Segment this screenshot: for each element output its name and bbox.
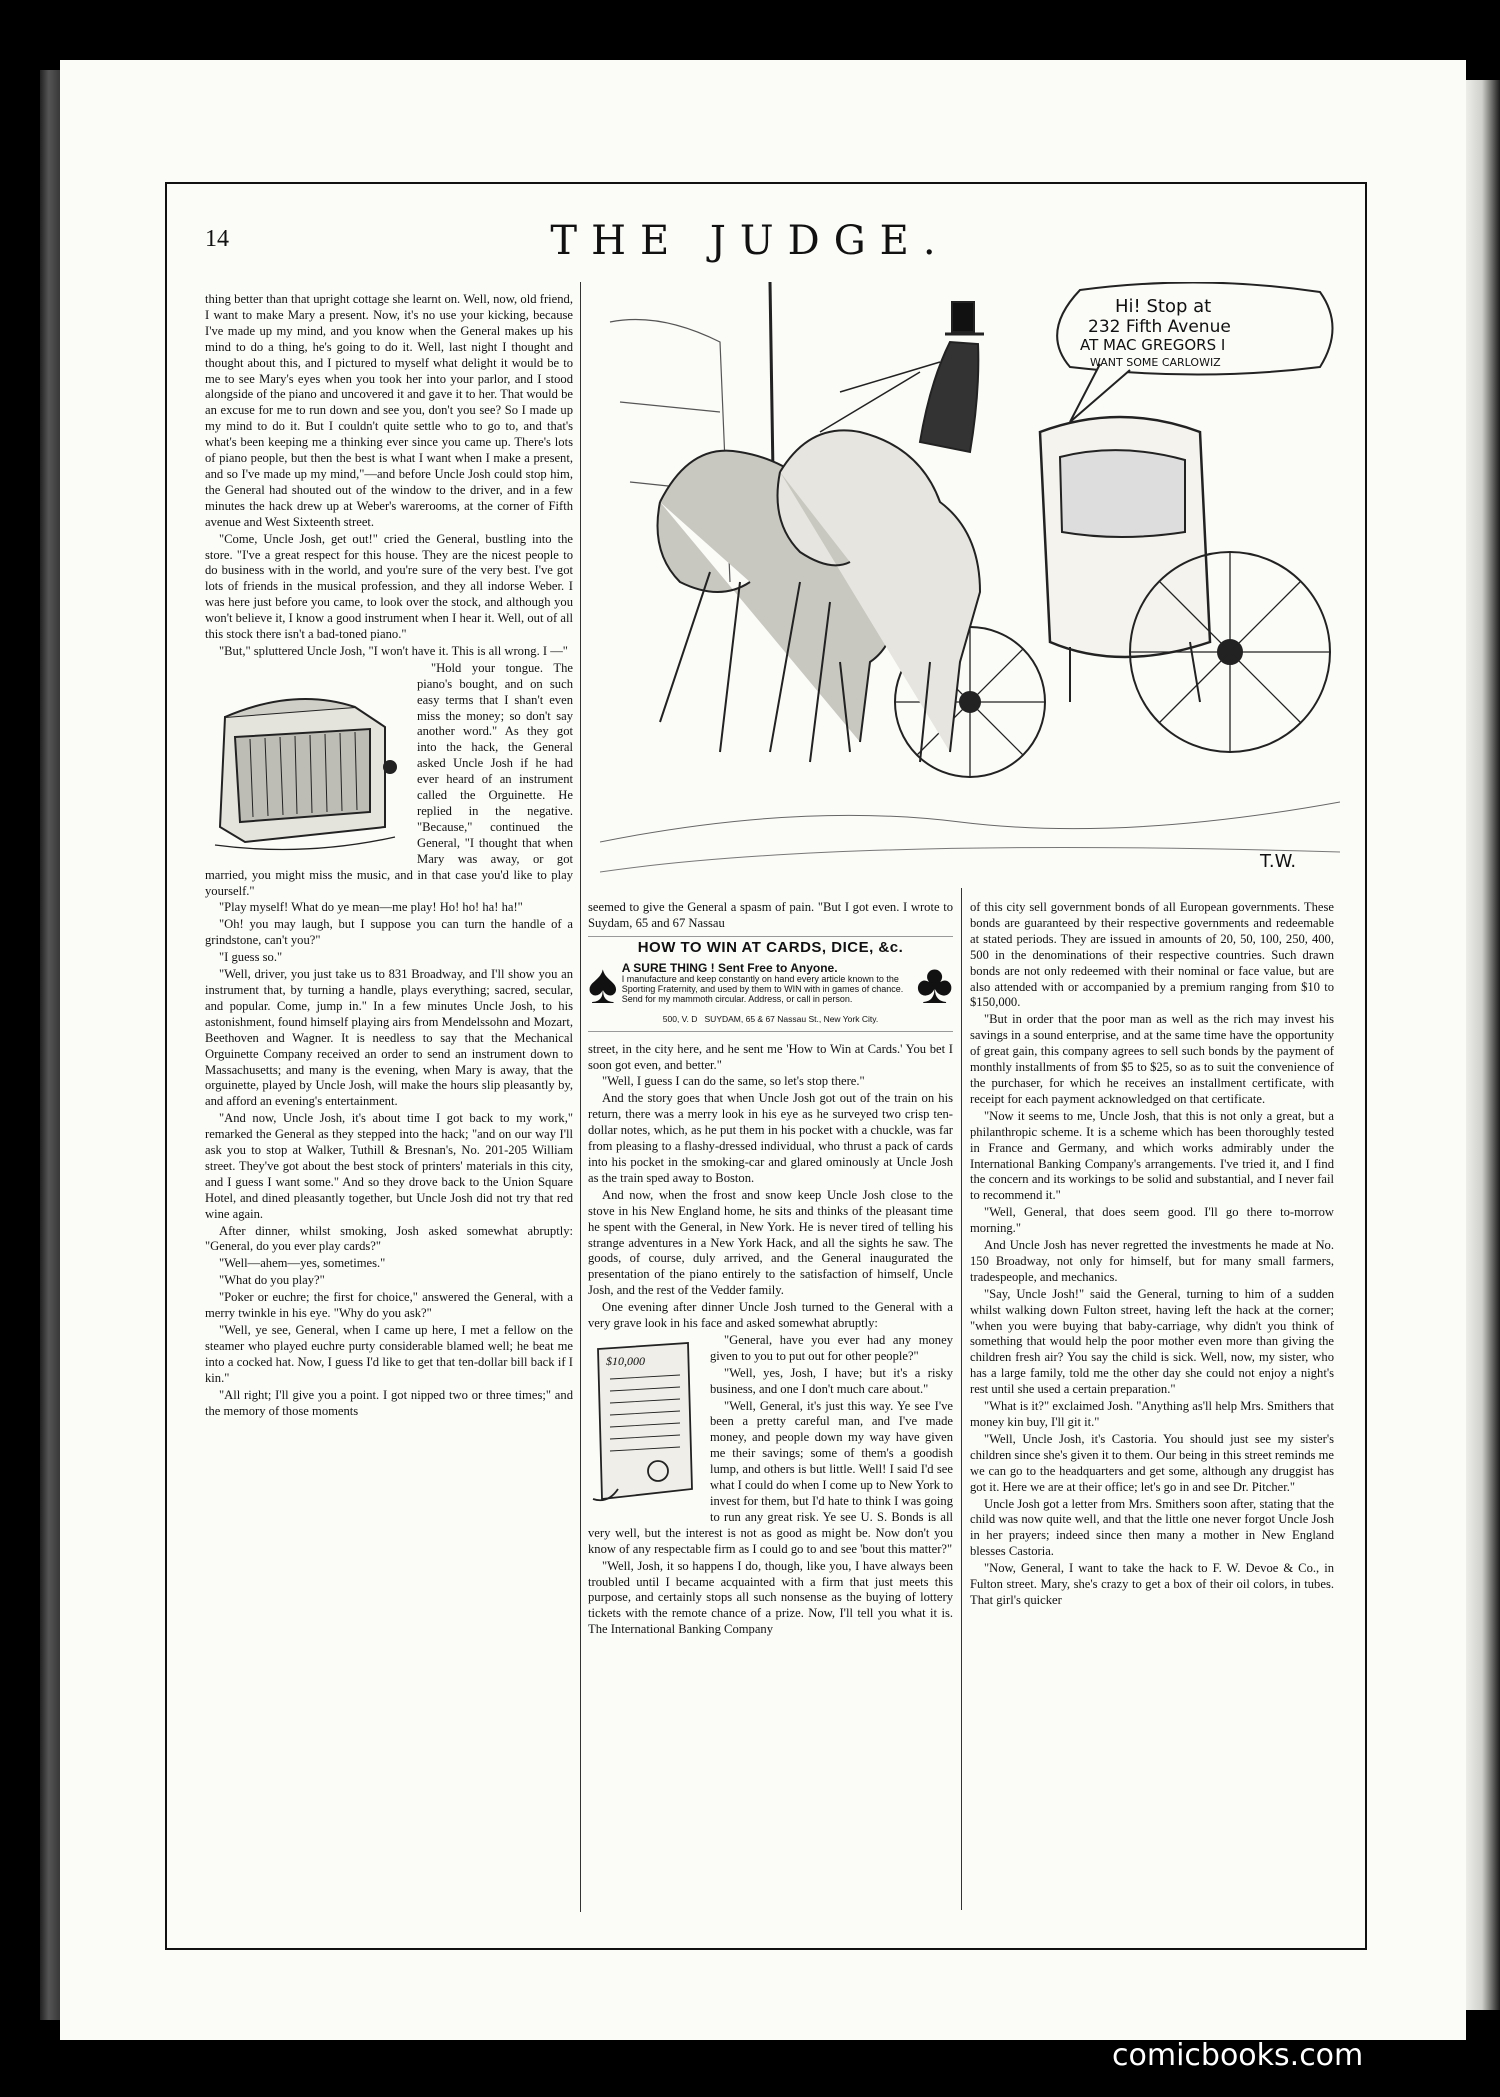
speech-line-2: 232 Fifth Avenue <box>1088 317 1231 337</box>
paragraph: "Well, yes, Josh, I have; but it's a risky business, and one I don't much care about." <box>710 1365 953 1396</box>
speech-line-4: WANT SOME CARLOWIZ <box>1090 356 1221 369</box>
paragraph: street, in the city here, and he sent me 'How to Win at Cards.' You bet I soon got even, and better." <box>588 1041 953 1072</box>
paragraph: "But in order that the poor man as well as the rich may invest his savings in a sound enterprise, and at the same time have the opportunity of great gain, this company agrees to sell such bonds by the payment of monthly installments of from $5 to $25, so as to suit the convenience of the purchaser, for which he receives an installment certificate, with receipt for each payment acknowledged on that certificate. <box>970 1012 1334 1106</box>
paragraph: And the story goes that when Uncle Josh got out of the train on his return, there was a merry look in his eye as he surveyed two crisp ten-dollar notes, which, as he put them in his pocket with a chuckle, was far from pleasing to a flashy-dressed individual, who thrust a pack of cards into his pocket in the smoking-car and glared ominously at Uncle Josh as the train sped away to Boston. <box>588 1091 953 1185</box>
paragraph: "What do you play?" <box>219 1273 325 1288</box>
paragraph: "But," spluttered Uncle Josh, "I won't have it. This is all wrong. I —" <box>219 643 568 658</box>
paragraph: "Play myself! What do ye mean—me play! Ho! ho! ha! ha!" <box>219 900 523 915</box>
artist-signature: T.W. <box>1260 851 1297 872</box>
paragraph: "Poker or euchre; the first for choice," answered the General, with a merry twinkle in his eye. "Why do you ask?" <box>205 1290 573 1321</box>
paragraph: "Well, ye see, General, when I came up here, I met a fellow on the steamer who played euchre purty considerable blamed well; he beat me into a cocked hat. Now, I guess I'd like to get that ten-dollar bill back if I kin." <box>205 1323 573 1385</box>
paragraph: "Come, Uncle Josh, get out!" cried the General, bustling into the store. "I've a great respect for this house. They are the nicest people to do business with in the world, and you're sure of the very best. I've got lots of friends in the musical profession, and they all indorse Weber. I was here just before you came, to look over the stock, and although you won't believe it, I know a good instrument when I hear it. Well, out of all this stock there isn't a bad-toned piano." <box>205 531 573 642</box>
carriage-illustration <box>600 282 1340 880</box>
article-column-2 <box>588 900 953 1639</box>
column-rule <box>961 888 962 1910</box>
page-number: 14 <box>205 226 229 252</box>
paragraph: "Well, General, it's just this way. Ye see I've been a pretty careful man, and I've made money, and people down my way have given me their savings; some of them's a goodish lump, and others is but little. Well! I said I'd see what I could do when I come up to New York to invest for them, but I'd hate to think I was going to run any great risk. Ye see U. S. Bonds is all very well, but the interest is not as good as might be. Now don't you know of any respectable firm as I could go to and see 'bout this matter?" <box>588 1398 953 1556</box>
spade-icon: ♠ <box>588 951 618 1015</box>
paragraph: "Well, driver, you just take us to 831 Broadway, and I'll show you an instrument that, by turning a handle, plays everything; sacred, secular, and popular. Come, jump in." In a few minutes Uncle Josh, to his astonishment, found himself playing airs from Mendelssohn and Mozart, Beethoven and Wagner. It is needless to say that the Mechanical Orguinette Company received an order to send an instrument down to Massachusetts; and many is the evening, when Mary is away, that the orguinette, played by Uncle Josh, will make the hours slip pleasantly by, and afford an evening's entertainment. <box>205 967 573 1109</box>
paragraph: of this city sell government bonds of all European governments. These bonds are guaranteed by their respective governments and redeemable at stated periods. They are issued in amounts of 20, 50, 100, 250, 400, 500 in the denominations of their respective countries. Such drawn bonds are not only redeemed with their nominal or face value, but are also attended with or accompanied by a premium ranging from $10 to $150,000. <box>970 900 1334 1010</box>
ad-headline: HOW TO WIN AT CARDS, DICE, &c. <box>637 938 904 956</box>
speech-line-3: AT MAC GREGORS I <box>1080 336 1226 354</box>
paragraph: "All right; I'll give you a point. I got nipped two or three times;" and the memory of those moments <box>205 1387 573 1418</box>
ad-sure-thing: A SURE THING ! Sent Free to Anyone. <box>621 961 838 976</box>
paragraph: "Oh! you may laugh, but I suppose you can turn the handle of a grindstone, can't you?" <box>205 917 573 948</box>
paragraph: "General, have you ever had any money given to you to put out for other people?" <box>710 1332 953 1363</box>
book-spine-left <box>40 70 62 2020</box>
paragraph: "What is it?" exclaimed Josh. "Anything as'll help Mrs. Smithers that money kin buy, I'll git it." <box>970 1399 1334 1429</box>
paragraph: seemed to give the General a spasm of pain. "But I got even. I wrote to Suydam, 65 and 67 Nassau <box>588 900 953 930</box>
paragraph: "Well—ahem—yes, sometimes." <box>219 1256 386 1271</box>
speech-line-1: Hi! Stop at <box>1115 296 1212 317</box>
paragraph: "Now, General, I want to take the hack to F. W. Devoe & Co., in Fulton street. Mary, she's crazy to get a box of their oil colors, in tubes. That girl's quicker <box>970 1561 1334 1607</box>
orguinette-illustration <box>205 667 405 857</box>
ad-left-tag: 500, V. D <box>662 1013 698 1024</box>
paragraph: And now, when the frost and snow keep Uncle Josh close to the stove in his New England home, he sits and thinks of the pleasant time he spent with the General, in New York. He is never tired of telling his strange adventures in a New York Hack, and all the sights he saw. The goods, of course, duly arrived, and the General inaugurated the presentation of the piano entirely to the satisfaction of himself, Uncle Josh, and the rest of the Vedder family. <box>588 1187 953 1298</box>
club-icon: ♣ <box>916 951 953 1015</box>
paragraph: One evening after dinner Uncle Josh turned to the General with a very grave look in his face and asked somewhat abruptly: <box>588 1300 953 1331</box>
paragraph: Uncle Josh got a letter from Mrs. Smithers soon after, stating that the child was now quite well, and that the little one never forgot Uncle Josh in her prayers; indeed since then many a mother in New England blesses Castoria. <box>970 1496 1334 1559</box>
paragraph: "Well, I guess I can do the same, so let's stop there." <box>602 1074 865 1089</box>
cards-advertisement <box>588 936 953 1032</box>
paragraph: "Well, Josh, it so happens I do, though, like you, I have always been troubled until I became acquainted with a firm that just meets this purpose, and certainly stops all such nonsense as the buying of lottery tickets with the remote chance of a prize. Now, I'll tell you what it is. The International Banking Company <box>588 1558 953 1637</box>
paragraph: "Hold your tongue. The piano's bought, and on such easy terms that I shan't even miss the money; so don't say another word." As they got into the hack, the General asked Uncle Josh if he had ever heard of an instrument called the Orguinette. He replied in the negative. "Because," continued the General, "I thought that when Mary was away, or got married, you might miss the music, and in that case you'd like to play yourself." <box>205 660 573 898</box>
paragraph: "Well, General, that does seem good. I'll go there to-morrow morning." <box>970 1205 1334 1236</box>
paragraph: "And now, Uncle Josh, it's about time I got back to my work," remarked the General as they stepped into the hack; "and on our way I'll ask you to stop at Walker, Tuthill & Bresnan's, No. 201-205 William street. They've got about the best stock of printers' materials in this city, and I guess I want some." And so they drove back to the Union Square Hotel, and dined pleasantly together, but Uncle Josh did not try that red wine again. <box>205 1111 573 1221</box>
article-column-1 <box>205 292 573 1420</box>
ad-footer: SUYDAM, 65 & 67 Nassau St., New York City. <box>704 1013 879 1024</box>
paragraph: thing better than that upright cottage she learnt on. Well, now, old friend, I want to make Mary a present. Now, it's no use your kicking, because I've made up my mind, and you know when the General makes up his mind to do a thing, he's going to do it. Well, last night I thought and thought about this, and I pictured to myself what delight it would be to me to see Mary's eyes when you took her into your parlor, and I stood alongside of the piano and uncovered it and gave it to her. That would be an excuse for me to run down and see you, don't you see? So I made up my mind to do it. But I couldn't quite settle who to go to, and that's what's been keeping me a thinking ever since you came up. There's lots of piano people, but then the best is what I want when I make a present, and so I've made up my mind,"—and before Uncle Josh could stop him, the General had shouted out of the window to the driver, and in a few minutes the hack drew up at Weber's warerooms, at the corner of Fifth avenue and West Sixteenth street. <box>205 292 573 529</box>
paragraph: "I guess so." <box>219 950 283 965</box>
paragraph: "Now it seems to me, Uncle Josh, that this is not only a great, but a philanthropic scheme. It is a scheme which has been thoroughly tested in France and Germany, and which works admirably under the International Banking Company's arrangements. I've tried it, and I find the concern and its workings to be solid and substantial, and I never fail to recommend it." <box>970 1108 1334 1203</box>
next-page-edge <box>1464 80 1500 2010</box>
paragraph: After dinner, whilst smoking, Josh asked somewhat abruptly: "General, do you ever play cards?" <box>205 1223 573 1254</box>
article-column-3 <box>970 900 1334 1610</box>
bond-label: $10,000 <box>606 1353 645 1368</box>
column-rule <box>580 282 581 1912</box>
bond-certificate-illustration <box>588 1339 700 1507</box>
paragraph: "Say, Uncle Josh!" said the General, turning to him of a sudden whilst walking down Fulton street, having left the hack at the corner; "when you were buying that baby-carriage, why didn't you think of something that would help the poor mother even more than giving the children fresh air? You say the child is sick. Well, now, my sister, who has a large family, told me the other day she could not enjoy a night's rest until she used a certain preparation." <box>970 1286 1334 1397</box>
paragraph: And Uncle Josh has never regretted the investments he made at No. 150 Broadway, not only for himself, but for many small farmers, tradespeople, and mechanics. <box>970 1238 1334 1284</box>
ad-body: I manufacture and keep constantly on hand every article known to the Sporting Fraternity, and used by them to WIN with in games of chance. Send for my mammoth circular. Address, or call in person. <box>621 974 904 1005</box>
masthead-title: THE JUDGE. <box>550 218 950 264</box>
site-watermark: comicbooks.com <box>1112 2038 1364 2073</box>
paragraph: "Well, Uncle Josh, it's Castoria. You should just see my sister's children since she's given it to them. Our being in this street reminds me we can go to the headquarters and get some, although any druggist has got it. Here we are at their office; let's go in and see Dr. Pitcher." <box>970 1431 1334 1494</box>
